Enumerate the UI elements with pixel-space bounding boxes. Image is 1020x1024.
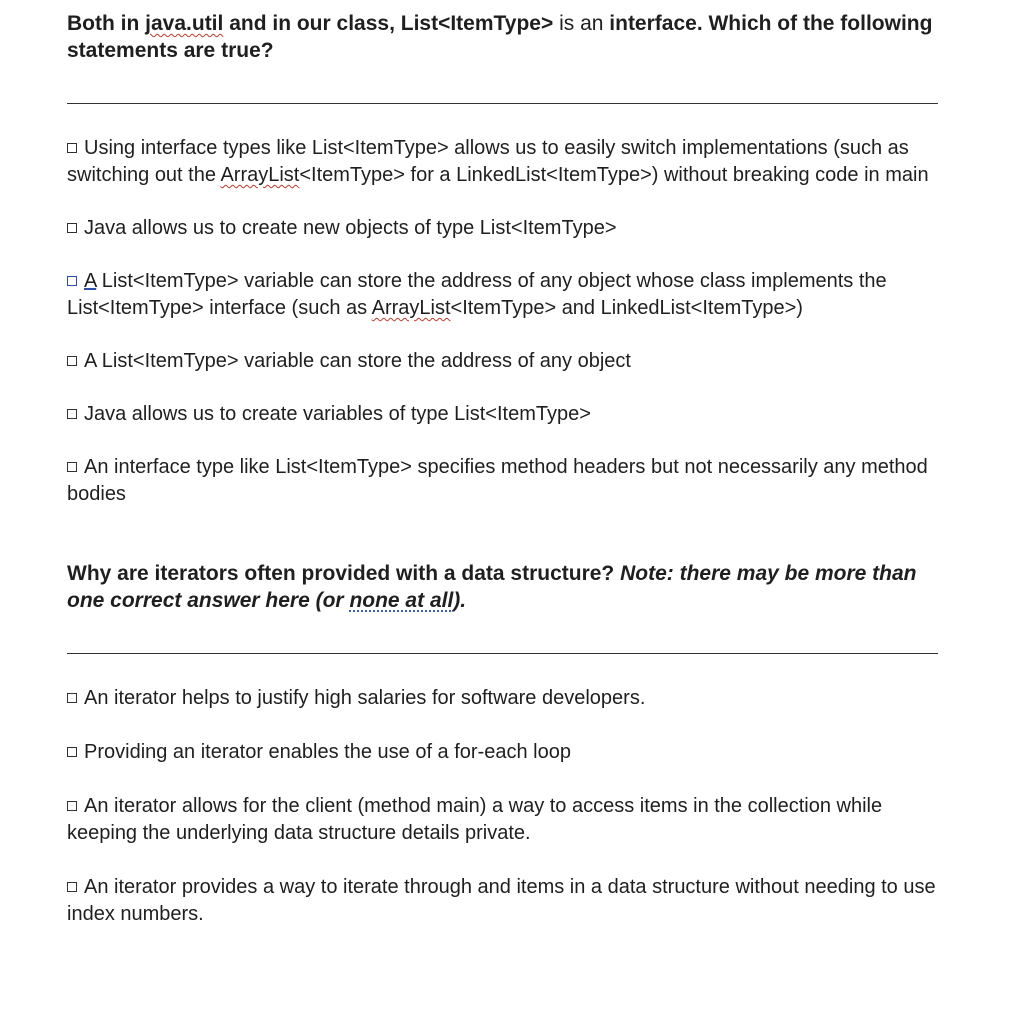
answer-divider-2 (67, 653, 938, 654)
checkbox-icon[interactable] (67, 409, 77, 419)
option-method-headers[interactable]: An interface type like List<ItemType> specifies method headers but not necessarily any method bodies (67, 456, 928, 505)
checkbox-icon[interactable] (67, 882, 77, 892)
checkbox-icon[interactable] (67, 747, 77, 757)
question-2-text: Why are iterators often provided with a data structure? Note: there may be more than one correct answer here (or none at all). (67, 562, 917, 612)
option-store-any-object[interactable]: A List<ItemType> variable can store the address of any object (67, 348, 938, 375)
checkbox-icon[interactable] (67, 462, 77, 472)
option-justify-salaries[interactable]: An iterator helps to justify high salaries for software developers. (67, 685, 938, 712)
checkbox-icon[interactable] (67, 801, 77, 811)
checkbox-icon[interactable] (67, 356, 77, 366)
document (67, 10, 938, 955)
question-1-text: Both in java.util and in our class, List<ItemType> is an interface. Which of the following statements are true? (67, 12, 933, 62)
answer-divider-1 (67, 103, 938, 104)
option-no-index-numbers[interactable]: An iterator provides a way to iterate through and items in a data structure without needing to use index numbers. (67, 876, 936, 925)
question-1-options (67, 135, 938, 508)
checkbox-icon[interactable] (67, 693, 77, 703)
checkbox-icon[interactable] (67, 276, 77, 286)
option-for-each-loop[interactable]: Providing an iterator enables the use of a for-each loop (67, 739, 938, 766)
option-create-variables[interactable]: Java allows us to create variables of type List<ItemType> (67, 401, 938, 428)
option-create-new-objects[interactable]: Java allows us to create new objects of type List<ItemType> (67, 215, 938, 242)
option-store-implementing-object[interactable]: A List<ItemType> variable can store the address of any object whose class implements the List<ItemType> interface (such as ArrayList<ItemType> and LinkedList<ItemType>) (67, 270, 887, 319)
question-2-options (67, 685, 938, 928)
option-switch-implementations[interactable]: Using interface types like List<ItemType> allows us to easily switch implementations (such as switching out the ArrayList<ItemType> for a LinkedList<ItemType>) without breaking code in main (67, 137, 929, 186)
spellcheck-java-util: java.util (145, 12, 224, 35)
grammar-check-none-at-all: none at all (349, 589, 454, 612)
option-access-items-privately[interactable]: An iterator allows for the client (method main) a way to access items in the collection while keeping the underlying data structure details private. (67, 795, 883, 844)
checkbox-icon[interactable] (67, 223, 77, 233)
checkbox-icon[interactable] (67, 143, 77, 153)
